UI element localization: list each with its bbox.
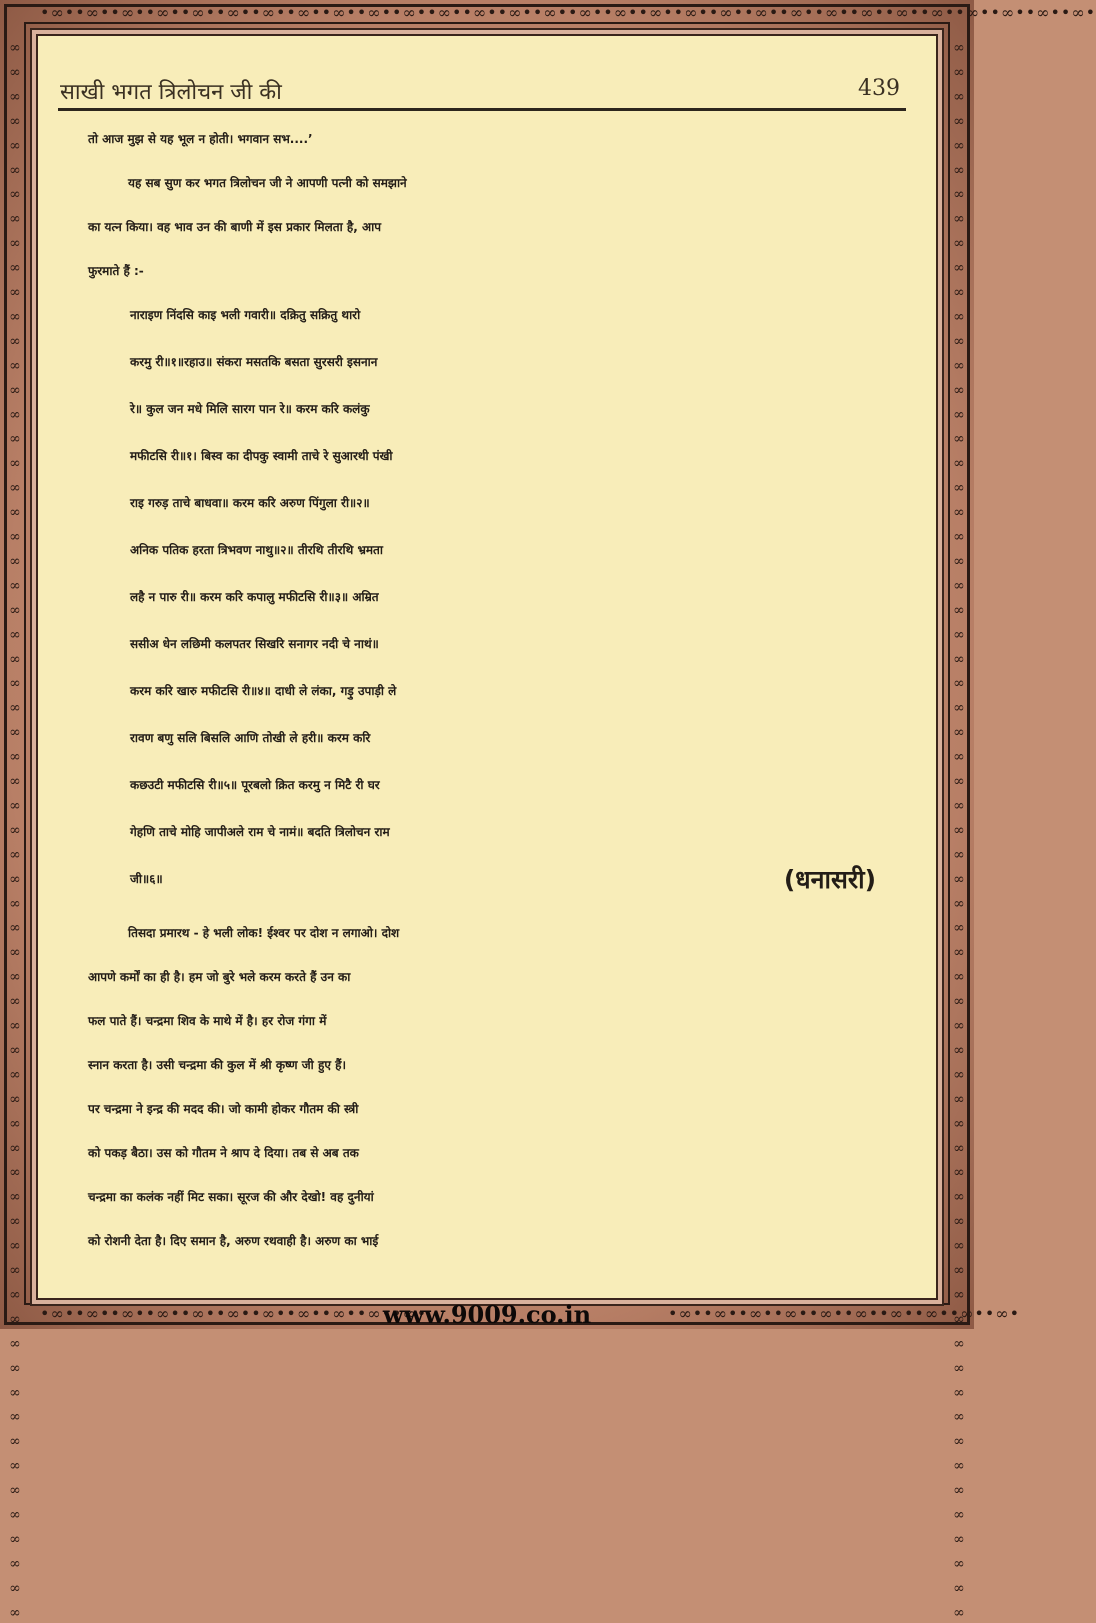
prose-line: स्नान करता है। उसी चन्द्रमा की कुल में श्री कृष्ण जी हुए हैं। xyxy=(88,1058,347,1072)
book-page xyxy=(38,36,936,1298)
prose-line: को रोशनी देता है। दिए समान है, अरुण रथवाही है। अरुण का भाई xyxy=(88,1234,379,1248)
frame-chain-ornament-bottom-right: •∞••∞••∞••∞••∞••∞••∞••∞••∞••∞• xyxy=(668,1304,1021,1323)
header-rule xyxy=(58,108,906,111)
frame-chain-ornament-right: ∞ ∞ ∞ ∞ ∞ ∞ ∞ ∞ ∞ ∞ ∞ ∞ ∞ ∞ ∞ ∞ ∞ ∞ ∞ ∞ ∞ ∞ ∞ ∞ ∞ ∞ ∞ ∞ ∞ ∞ ∞ ∞ ∞ ∞ ∞ ∞ ∞ ∞ ∞ ∞ ∞ ∞ ∞ ∞ ∞ ∞ ∞ ∞ ∞ ∞ ∞ ∞ ∞ ∞ ∞ ∞ ∞ ∞ ∞ ∞ ∞ ∞ ∞ ∞ ∞ xyxy=(951,40,967,1623)
verse-line: मफीटसि री॥१। बिस्व का दीपकु स्वामी ताचे रे सुआरथी पंखी xyxy=(130,449,393,463)
running-head: साखी भगत त्रिलोचन जी की xyxy=(60,80,282,105)
verse-line: ससीअ धेन लछिमी कलपतर सिखरि सनागर नदी चे नाथं॥ xyxy=(130,637,379,651)
prose-line: फल पाते हैं। चन्द्रमा शिव के माथे में है। हर रोज गंगा में xyxy=(88,1014,327,1028)
prose-line: तो आज मुझ से यह भूल न होती। भगवान सभ....’ xyxy=(88,132,313,146)
raag-label: (धनासरी) xyxy=(783,865,876,894)
verse-line: राइ गरुड़ ताचे बाधवा॥ करम करि अरुण पिंगुला री॥२॥ xyxy=(130,496,370,510)
prose-line: आपणे कर्मों का ही है। हम जो बुरे भले करम करते हैं उन का xyxy=(88,970,351,984)
prose-line: तिसदा प्रमारथ - हे भली लोक! ईश्वर पर दोश न लगाओ। दोश xyxy=(128,926,400,940)
verse-line: रावण बणु सलि बिसलि आणि तोखी ले हरी॥ करम करि xyxy=(130,731,371,745)
verse-line: करमु री॥१॥रहाउ॥ संकरा मसतकि बसता सुरसरी इसनान xyxy=(130,355,378,369)
prose-line: यह सब सुण कर भगत त्रिलोचन जी ने आपणी पत्नी को समझाने xyxy=(128,176,407,190)
verse-line: अनिक पतिक हरता त्रिभवण नाथु॥२॥ तीरथि तीरथि भ्रमता xyxy=(130,543,383,557)
page-number: 439 xyxy=(858,76,900,101)
verse-line: जी॥६॥ xyxy=(130,872,163,886)
frame-chain-ornament-bottom-left: •∞••∞••∞••∞••∞••∞••∞••∞••∞••∞••∞• xyxy=(40,1304,428,1323)
verse-line: नाराइण निंदसि काइ भली गवारी॥ दक्रितु सक्रितु थारो xyxy=(130,308,361,322)
prose-line: फुरमाते हैं :- xyxy=(88,264,144,278)
site-watermark: www.9009.co.in xyxy=(382,1300,592,1329)
page-header xyxy=(60,70,904,106)
verse-line: कछउटी मफीटसि री॥५॥ पूरबलो क्रित करमु न मिटै री घर xyxy=(130,778,380,792)
frame-chain-ornament-top: •∞••∞••∞••∞••∞••∞••∞••∞••∞••∞••∞••∞••∞••∞••∞••∞••∞••∞••∞••∞••∞••∞••∞••∞••∞••∞••∞••∞••∞••∞• xyxy=(40,3,1096,22)
prose-line: चन्द्रमा का कलंक नहीं मिट सका। सूरज की और देखो! वह दुनीयां xyxy=(88,1190,374,1204)
prose-line: को पकड़ बैठा। उस को गौतम ने श्राप दे दिया। तब से अब तक xyxy=(88,1146,359,1160)
verse-line: गेहणि ताचे मोहि जापीअले राम चे नामं॥ बदति त्रिलोचन राम xyxy=(130,825,390,839)
prose-line: का यत्न किया। वह भाव उन की बाणी में इस प्रकार मिलता है, आप xyxy=(88,220,382,234)
frame-chain-ornament-left: ∞ ∞ ∞ ∞ ∞ ∞ ∞ ∞ ∞ ∞ ∞ ∞ ∞ ∞ ∞ ∞ ∞ ∞ ∞ ∞ ∞ ∞ ∞ ∞ ∞ ∞ ∞ ∞ ∞ ∞ ∞ ∞ ∞ ∞ ∞ ∞ ∞ ∞ ∞ ∞ ∞ ∞ ∞ ∞ ∞ ∞ ∞ ∞ ∞ ∞ ∞ ∞ ∞ ∞ ∞ ∞ ∞ ∞ ∞ ∞ ∞ ∞ ∞ ∞ ∞ xyxy=(7,40,23,1623)
verse-line: रे॥ कुल जन मधे मिलि सारग पान रे॥ करम करि कलंकु xyxy=(130,402,370,416)
verse-line: करम करि खारु मफीटसि री॥४॥ दाधी ले लंका, गड़ु उपाड़ी ले xyxy=(130,684,397,698)
verse-line: लहै न पारु री॥ करम करि कपालु मफीटसि री॥३॥ अम्रित xyxy=(130,590,379,604)
prose-line: पर चन्द्रमा ने इन्द्र की मदद की। जो कामी होकर गौतम की स्त्री xyxy=(88,1102,359,1116)
